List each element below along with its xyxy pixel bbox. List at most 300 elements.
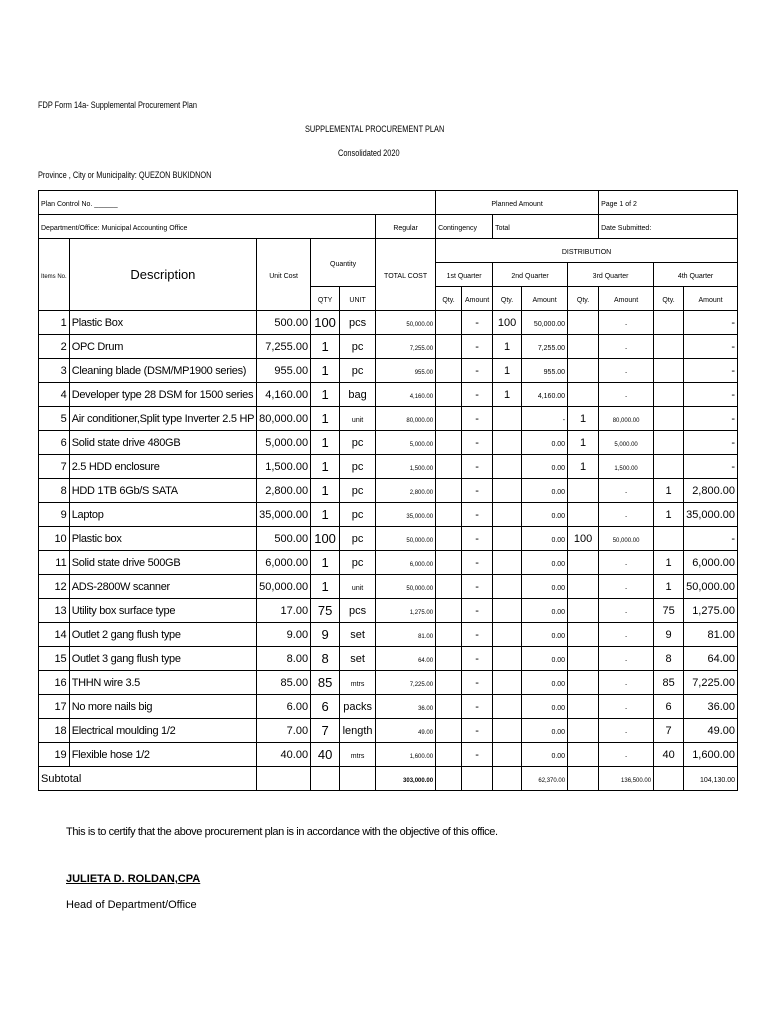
cell-q1a: - <box>462 383 493 407</box>
cell-q1q <box>436 431 462 455</box>
cell-q1q <box>436 743 462 767</box>
cell-no: 17 <box>39 695 70 719</box>
cell-q1q <box>436 383 462 407</box>
cell-q1a: - <box>462 647 493 671</box>
cell-q4q <box>654 407 684 431</box>
cell-q1q <box>436 335 462 359</box>
cell-cost: 7.00 <box>257 719 311 743</box>
cell-q2q <box>493 623 522 647</box>
cell-q2q: 1 <box>493 335 522 359</box>
cell-total: 50,000.00 <box>376 527 436 551</box>
cell-no: 19 <box>39 743 70 767</box>
cell-q4a: - <box>684 383 738 407</box>
cell-q4a: 1,275.00 <box>684 599 738 623</box>
cell-qty: 75 <box>311 599 340 623</box>
cell-q1a: - <box>462 551 493 575</box>
cell-q2q <box>493 407 522 431</box>
cell-q2a: 0.00 <box>522 503 568 527</box>
table-row <box>39 407 738 431</box>
cell-cost: 2,800.00 <box>257 479 311 503</box>
cell-q3q <box>568 671 599 695</box>
cell-unit: mtrs <box>340 743 376 767</box>
cell-unit: pc <box>340 551 376 575</box>
cell-no: 5 <box>39 407 70 431</box>
q2-amount-header: Amount <box>522 287 568 311</box>
table-row <box>39 671 738 695</box>
cell-desc: Laptop <box>69 503 256 527</box>
department-label: Department/Office: Municipal Accounting Office <box>39 215 376 239</box>
planned-amount-header: Planned Amount <box>436 191 599 215</box>
cell-q4a: 6,000.00 <box>684 551 738 575</box>
cell-qty: 1 <box>311 383 340 407</box>
cell-q4a: 2,800.00 <box>684 479 738 503</box>
cell-total: 50,000.00 <box>376 311 436 335</box>
cell-q1a: - <box>462 503 493 527</box>
table-row <box>39 335 738 359</box>
cell-q4a: 50,000.00 <box>684 575 738 599</box>
cell-desc: Utility box surface type <box>69 599 256 623</box>
cell-q2a: 0.00 <box>522 431 568 455</box>
table-row <box>39 647 738 671</box>
procurement-table <box>38 190 738 791</box>
cell-q4a: 64.00 <box>684 647 738 671</box>
cell-q1q <box>436 695 462 719</box>
cell-q4a: - <box>684 407 738 431</box>
cell-total: 1,600.00 <box>376 743 436 767</box>
cell-no: 15 <box>39 647 70 671</box>
cell-unit: pc <box>340 527 376 551</box>
cell-q2a: 0.00 <box>522 455 568 479</box>
cell-cost: 500.00 <box>257 527 311 551</box>
document-title: SUPPLEMENTAL PROCUREMENT PLAN <box>305 124 445 134</box>
subtotal-q2: 62,370.00 <box>522 767 568 791</box>
cell-q3q: 1 <box>568 407 599 431</box>
cell-qty: 9 <box>311 623 340 647</box>
cell-q4q: 7 <box>654 719 684 743</box>
cell-desc: ADS-2800W scanner <box>69 575 256 599</box>
cell-q2a: 0.00 <box>522 527 568 551</box>
table-row <box>39 599 738 623</box>
cell-desc: No more nails big <box>69 695 256 719</box>
cell-unit: length <box>340 719 376 743</box>
cell-cost: 35,000.00 <box>257 503 311 527</box>
cell-q2q <box>493 431 522 455</box>
cell-unit: unit <box>340 407 376 431</box>
cell-q1a: - <box>462 335 493 359</box>
cell-unit: pcs <box>340 311 376 335</box>
signatory-title: Head of Department/Office <box>66 899 197 911</box>
cell-q1a: - <box>462 671 493 695</box>
cell-q3a: - <box>599 335 654 359</box>
cell-total: 80,000.00 <box>376 407 436 431</box>
cell-q1a: - <box>462 455 493 479</box>
cell-q3q <box>568 335 599 359</box>
cell-q2q <box>493 527 522 551</box>
table-row <box>39 503 738 527</box>
cell-total: 1,275.00 <box>376 599 436 623</box>
subtotal-total: 303,000.00 <box>376 767 436 791</box>
q2-header: 2nd Quarter <box>493 263 568 287</box>
cell-no: 16 <box>39 671 70 695</box>
q1-qty-header: Qty. <box>436 287 462 311</box>
cell-qty: 1 <box>311 551 340 575</box>
cell-desc: Plastic Box <box>69 311 256 335</box>
cell-q3q: 1 <box>568 455 599 479</box>
cell-q3a: 50,000.00 <box>599 527 654 551</box>
cell-total: 7,225.00 <box>376 671 436 695</box>
cell-qty: 1 <box>311 431 340 455</box>
cell-cost: 50,000.00 <box>257 575 311 599</box>
cell-q2q: 1 <box>493 359 522 383</box>
cell-q3a: - <box>599 719 654 743</box>
cell-no: 3 <box>39 359 70 383</box>
cell-no: 13 <box>39 599 70 623</box>
cell-unit: mtrs <box>340 671 376 695</box>
cell-no: 8 <box>39 479 70 503</box>
table-row <box>39 623 738 647</box>
cell-desc: Cleaning blade (DSM/MP1900 series) <box>69 359 256 383</box>
table-row <box>39 575 738 599</box>
cell-q3a: - <box>599 551 654 575</box>
form-title: FDP Form 14a- Supplemental Procurement Plan <box>38 100 198 110</box>
signatory-name: JULIETA D. ROLDAN,CPA <box>66 873 201 885</box>
cell-no: 18 <box>39 719 70 743</box>
cell-q2q <box>493 479 522 503</box>
cell-q2a: 0.00 <box>522 623 568 647</box>
cell-q2a: 0.00 <box>522 479 568 503</box>
cell-q4q: 9 <box>654 623 684 647</box>
cell-q3q <box>568 551 599 575</box>
cell-q2a: 0.00 <box>522 647 568 671</box>
cell-q4q <box>654 455 684 479</box>
cell-q3q <box>568 743 599 767</box>
cell-q4a: - <box>684 455 738 479</box>
cell-qty: 8 <box>311 647 340 671</box>
table-row <box>39 719 738 743</box>
cell-q3a: - <box>599 503 654 527</box>
cell-total: 64.00 <box>376 647 436 671</box>
cell-q1q <box>436 503 462 527</box>
cell-total: 1,500.00 <box>376 455 436 479</box>
cell-q3q <box>568 647 599 671</box>
cell-q3q <box>568 479 599 503</box>
cell-cost: 7,255.00 <box>257 335 311 359</box>
cell-q4a: 1,600.00 <box>684 743 738 767</box>
cell-desc: Flexible hose 1/2 <box>69 743 256 767</box>
cell-total: 36.00 <box>376 695 436 719</box>
cell-q2a: 0.00 <box>522 719 568 743</box>
q1-header: 1st Quarter <box>436 263 493 287</box>
cell-desc: Air conditioner,Split type Inverter 2.5 HP <box>69 407 256 431</box>
cell-cost: 6,000.00 <box>257 551 311 575</box>
table-row <box>39 743 738 767</box>
cell-q2q <box>493 743 522 767</box>
cell-desc: Solid state drive 500GB <box>69 551 256 575</box>
cell-unit: set <box>340 647 376 671</box>
cell-q1q <box>436 719 462 743</box>
consolidated-year: Consolidated 2020 <box>338 148 400 158</box>
cell-q2a: 7,255.00 <box>522 335 568 359</box>
plan-control-label: Plan Control No. ______ <box>39 191 436 215</box>
cell-q3q <box>568 311 599 335</box>
cell-q3a: - <box>599 311 654 335</box>
cell-q3a: - <box>599 671 654 695</box>
cell-q4q: 40 <box>654 743 684 767</box>
cell-q2a: 0.00 <box>522 599 568 623</box>
cell-no: 10 <box>39 527 70 551</box>
cell-q4a: 36.00 <box>684 695 738 719</box>
cell-desc: OPC Drum <box>69 335 256 359</box>
cell-q4q: 1 <box>654 503 684 527</box>
cell-q3q <box>568 623 599 647</box>
cell-total: 35,000.00 <box>376 503 436 527</box>
cell-cost: 9.00 <box>257 623 311 647</box>
certification-text: This is to certify that the above procurement plan is in accordance with the objective of this office. <box>66 826 498 838</box>
cell-q3a: - <box>599 743 654 767</box>
cell-q3q <box>568 383 599 407</box>
subtotal-label: Subtotal <box>39 767 257 791</box>
cell-unit: unit <box>340 575 376 599</box>
cell-total: 2,800.00 <box>376 479 436 503</box>
cell-q1q <box>436 527 462 551</box>
cell-q2q: 1 <box>493 383 522 407</box>
cell-q4q: 1 <box>654 551 684 575</box>
table-row <box>39 527 738 551</box>
cell-cost: 4,160.00 <box>257 383 311 407</box>
total-header: Total <box>493 215 599 239</box>
cell-no: 7 <box>39 455 70 479</box>
cell-total: 50,000.00 <box>376 575 436 599</box>
cell-q2a: 0.00 <box>522 575 568 599</box>
cell-desc: HDD 1TB 6Gb/S SATA <box>69 479 256 503</box>
cell-qty: 1 <box>311 455 340 479</box>
total-cost-header: TOTAL COST <box>376 239 436 311</box>
cell-total: 49.00 <box>376 719 436 743</box>
cell-cost: 8.00 <box>257 647 311 671</box>
quantity-header: Quantity <box>311 239 376 287</box>
unit-cost-header: Unit Cost <box>257 239 311 311</box>
cell-q3a: - <box>599 695 654 719</box>
cell-q2q <box>493 575 522 599</box>
cell-q4a: - <box>684 335 738 359</box>
cell-q3q <box>568 599 599 623</box>
cell-q4a: 35,000.00 <box>684 503 738 527</box>
cell-no: 2 <box>39 335 70 359</box>
cell-q2a: 0.00 <box>522 671 568 695</box>
cell-no: 14 <box>39 623 70 647</box>
q4-header: 4th Quarter <box>654 263 738 287</box>
qty-header: QTY <box>311 287 340 311</box>
cell-q1q <box>436 479 462 503</box>
cell-q4a: - <box>684 311 738 335</box>
cell-q1a: - <box>462 479 493 503</box>
cell-q1a: - <box>462 359 493 383</box>
cell-q1a: - <box>462 575 493 599</box>
cell-q2a: 0.00 <box>522 551 568 575</box>
cell-q1a: - <box>462 431 493 455</box>
cell-unit: pc <box>340 479 376 503</box>
cell-q2a: 0.00 <box>522 743 568 767</box>
cell-q3a: - <box>599 599 654 623</box>
cell-q4a: 81.00 <box>684 623 738 647</box>
cell-cost: 40.00 <box>257 743 311 767</box>
q3-qty-header: Qty. <box>568 287 599 311</box>
cell-qty: 100 <box>311 311 340 335</box>
cell-q2a: 955.00 <box>522 359 568 383</box>
cell-q2q <box>493 503 522 527</box>
cell-q4a: 7,225.00 <box>684 671 738 695</box>
cell-total: 955.00 <box>376 359 436 383</box>
cell-q2q <box>493 455 522 479</box>
cell-q4a: - <box>684 431 738 455</box>
cell-unit: packs <box>340 695 376 719</box>
cell-q1q <box>436 623 462 647</box>
cell-q1q <box>436 359 462 383</box>
cell-q3q <box>568 575 599 599</box>
cell-q4q: 1 <box>654 479 684 503</box>
cell-q2q <box>493 647 522 671</box>
date-submitted-label: Date Submitted: <box>599 215 738 239</box>
cell-q2a: 50,000.00 <box>522 311 568 335</box>
cell-q4q: 75 <box>654 599 684 623</box>
cell-qty: 1 <box>311 359 340 383</box>
cell-unit: pc <box>340 455 376 479</box>
cell-q4q <box>654 359 684 383</box>
cell-q4q <box>654 383 684 407</box>
cell-q3a: 1,500.00 <box>599 455 654 479</box>
cell-desc: Electrical moulding 1/2 <box>69 719 256 743</box>
cell-total: 5,000.00 <box>376 431 436 455</box>
cell-q4q: 1 <box>654 575 684 599</box>
cell-desc: 2.5 HDD enclosure <box>69 455 256 479</box>
cell-q1a: - <box>462 623 493 647</box>
cell-desc: Outlet 2 gang flush type <box>69 623 256 647</box>
cell-qty: 1 <box>311 407 340 431</box>
cell-cost: 955.00 <box>257 359 311 383</box>
cell-desc: Solid state drive 480GB <box>69 431 256 455</box>
cell-q4q <box>654 431 684 455</box>
cell-q1q <box>436 671 462 695</box>
cell-no: 9 <box>39 503 70 527</box>
cell-q2a: - <box>522 407 568 431</box>
cell-unit: bag <box>340 383 376 407</box>
cell-no: 4 <box>39 383 70 407</box>
cell-q2q <box>493 695 522 719</box>
cell-q3q <box>568 503 599 527</box>
cell-q3a: - <box>599 575 654 599</box>
cell-total: 7,255.00 <box>376 335 436 359</box>
cell-q1q <box>436 311 462 335</box>
cell-no: 1 <box>39 311 70 335</box>
cell-q2q <box>493 719 522 743</box>
cell-q1a: - <box>462 743 493 767</box>
cell-q4q: 8 <box>654 647 684 671</box>
cell-unit: set <box>340 623 376 647</box>
q3-header: 3rd Quarter <box>568 263 654 287</box>
table-row <box>39 479 738 503</box>
cell-q1a: - <box>462 599 493 623</box>
cell-qty: 7 <box>311 719 340 743</box>
cell-q1a: - <box>462 695 493 719</box>
cell-q3a: - <box>599 623 654 647</box>
subtotal-q3: 136,500.00 <box>599 767 654 791</box>
subtotal-q4: 104,130.00 <box>684 767 738 791</box>
cell-unit: pc <box>340 503 376 527</box>
cell-q1q <box>436 647 462 671</box>
cell-qty: 1 <box>311 335 340 359</box>
cell-q2q <box>493 671 522 695</box>
cell-unit: pc <box>340 359 376 383</box>
cell-q3q <box>568 359 599 383</box>
cell-qty: 1 <box>311 479 340 503</box>
cell-q3a: - <box>599 359 654 383</box>
distribution-header: DISTRIBUTION <box>436 239 738 263</box>
cell-q2a: 4,160.00 <box>522 383 568 407</box>
cell-qty: 40 <box>311 743 340 767</box>
q1-amount-header: Amount <box>462 287 493 311</box>
table-row <box>39 311 738 335</box>
cell-unit: pc <box>340 335 376 359</box>
cell-q2q <box>493 551 522 575</box>
cell-q1a: - <box>462 527 493 551</box>
cell-q2a: 0.00 <box>522 695 568 719</box>
cell-q1q <box>436 599 462 623</box>
cell-qty: 100 <box>311 527 340 551</box>
table-row <box>39 359 738 383</box>
cell-q4a: - <box>684 359 738 383</box>
cell-q4a: 49.00 <box>684 719 738 743</box>
cell-total: 81.00 <box>376 623 436 647</box>
q4-amount-header: Amount <box>684 287 738 311</box>
cell-q3a: - <box>599 383 654 407</box>
cell-total: 4,160.00 <box>376 383 436 407</box>
cell-cost: 17.00 <box>257 599 311 623</box>
cell-q3a: - <box>599 479 654 503</box>
location-label: Province , City or Municipality: QUEZON BUKIDNON <box>38 170 212 180</box>
cell-q1q <box>436 575 462 599</box>
cell-qty: 85 <box>311 671 340 695</box>
cell-q1a: - <box>462 407 493 431</box>
cell-desc: Outlet 3 gang flush type <box>69 647 256 671</box>
q3-amount-header: Amount <box>599 287 654 311</box>
cell-desc: Plastic box <box>69 527 256 551</box>
table-row <box>39 431 738 455</box>
cell-q4q: 85 <box>654 671 684 695</box>
page-number: Page 1 of 2 <box>599 191 738 215</box>
cell-cost: 80,000.00 <box>257 407 311 431</box>
items-no-header: Items No. <box>39 239 70 311</box>
description-header: Description <box>69 239 256 311</box>
contingency-header: Contingency <box>436 215 493 239</box>
cell-q4q <box>654 527 684 551</box>
cell-q3a: 80,000.00 <box>599 407 654 431</box>
cell-q3a: - <box>599 647 654 671</box>
q2-qty-header: Qty. <box>493 287 522 311</box>
cell-q1a: - <box>462 311 493 335</box>
cell-q4q <box>654 335 684 359</box>
cell-no: 6 <box>39 431 70 455</box>
cell-desc: THHN wire 3.5 <box>69 671 256 695</box>
cell-q3q: 100 <box>568 527 599 551</box>
cell-unit: pcs <box>340 599 376 623</box>
cell-cost: 85.00 <box>257 671 311 695</box>
cell-no: 12 <box>39 575 70 599</box>
table-row <box>39 695 738 719</box>
unit-header: UNIT <box>340 287 376 311</box>
table-row <box>39 383 738 407</box>
regular-header: Regular <box>376 215 436 239</box>
q4-qty-header: Qty. <box>654 287 684 311</box>
